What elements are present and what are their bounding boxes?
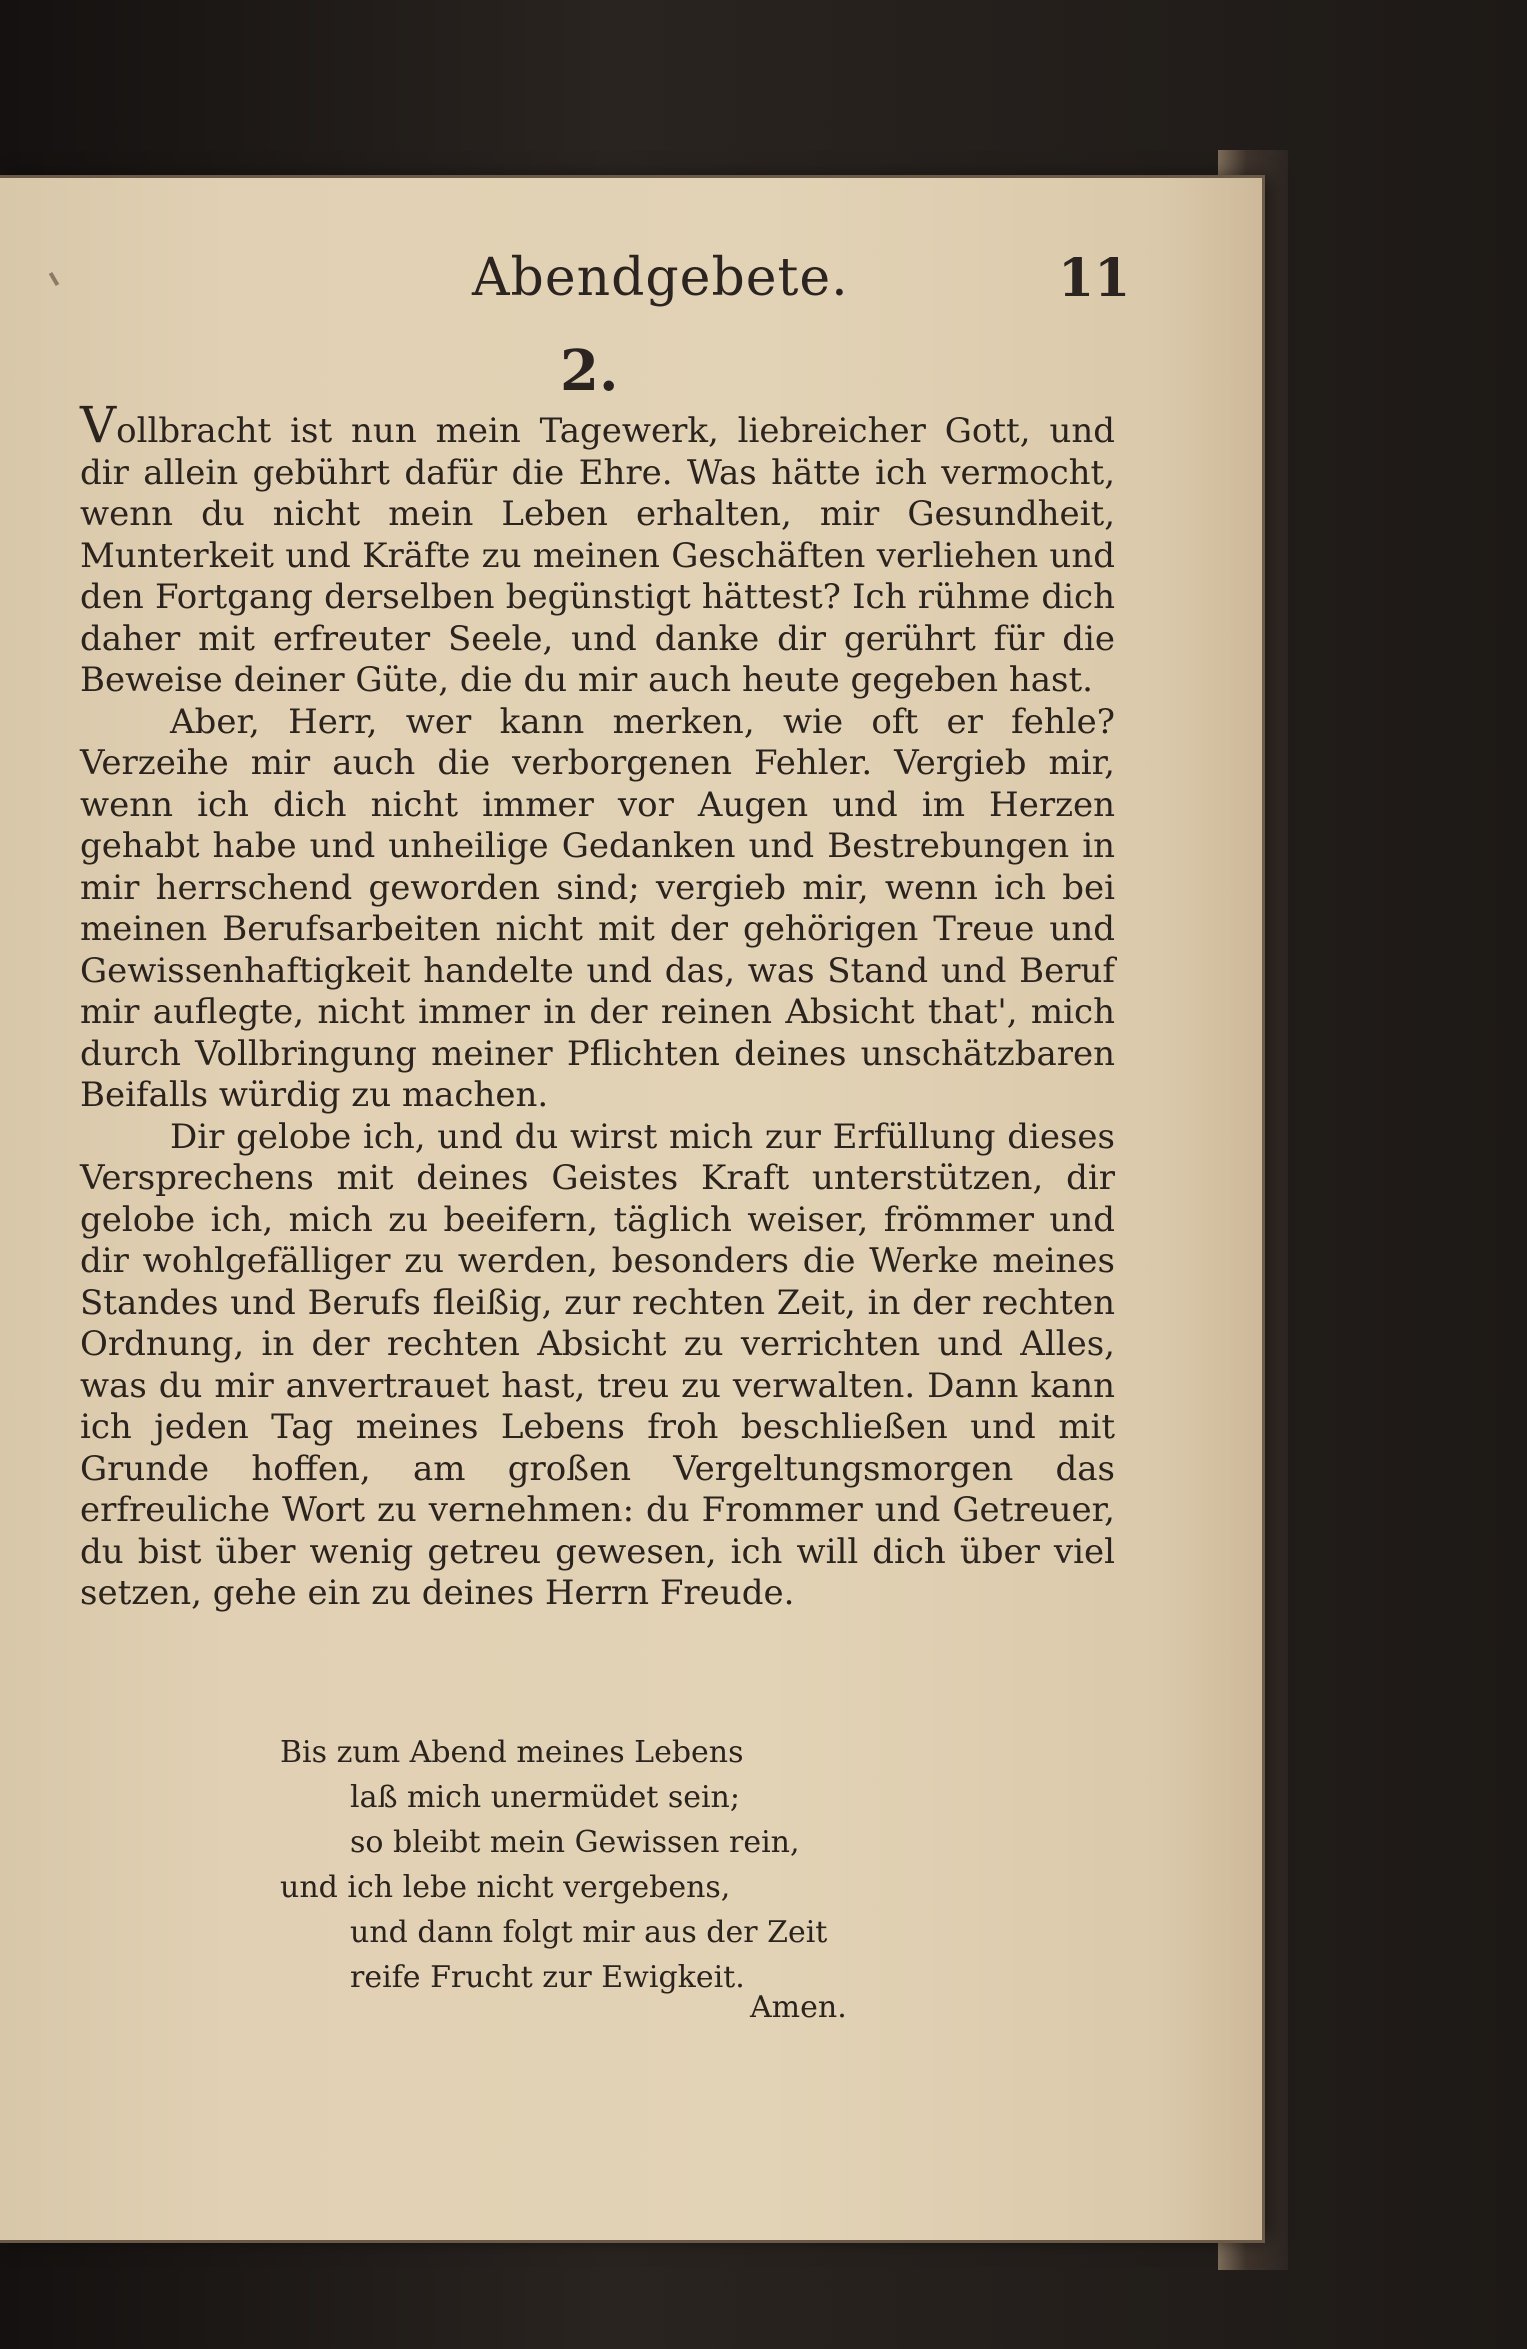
paragraph-2: Aber, Herr, wer kann merken, wie oft er fehle? Verzeihe mir auch die verborgenen Fehler. Vergieb mir, wenn ich dich nicht immer vor Augen und im Herzen gehabt habe und unheilige Gedanken und Bestrebungen in mir herrschend geworden sind; vergieb mir, wenn ich bei meinen Berufsarbeiten nicht mit der gehörigen Treue und Gewissenhaftigkeit handelte und das, was Stand und Beruf mir auflegte, nicht immer in der reinen Absicht that', mich durch Vollbringung meiner Pflichten deines unschätzbaren Beifalls würdig zu machen. bbox=[80, 701, 1115, 1115]
prayer-text bbox=[80, 396, 1115, 1615]
verse-line: so bleibt mein Gewissen rein, bbox=[350, 1825, 800, 1860]
initial-letter: V bbox=[80, 396, 117, 454]
paragraph-3: Dir gelobe ich, und du wirst mich zur Erfüllung dieses Versprechens mit deines Geistes Kraft unterstützen, dir gelobe ich, mich zu beeifern, täglich weiser, frömmer und dir wohlgefälliger zu werden, besonders die Werke meines Standes und Berufs fleißig, zur rechten Zeit, in der rechten Ordnung, in der rechten Absicht zu verrichten und Alles, was du mir anvertrauet hast, treu zu verwalten. Dann kann ich jeden Tag meines Lebens froh beschließen und mit Grunde hoffen, am großen Vergeltungsmorgen das erfreuliche Wort zu vernehmen: du Frommer und Getreuer, du bist über wenig getreu gewesen, ich will dich über viel setzen, gehe ein zu deines Herrn Freude. bbox=[80, 1116, 1115, 1613]
page-number: 11 bbox=[1058, 248, 1131, 309]
verse-line: Bis zum Abend meines Lebens bbox=[280, 1735, 744, 1770]
running-header bbox=[0, 248, 1262, 318]
verse-line: reife Frucht zur Ewigkeit. bbox=[350, 1960, 745, 1995]
paragraph-1 bbox=[80, 396, 1115, 702]
closing-verse bbox=[270, 1730, 1150, 2000]
paragraph-1-text: ollbracht ist nun mein Tagewerk, liebreicher Gott, und dir allein gebührt dafür die Ehre. Was hätte ich vermocht, wenn du nicht mein Leben erhalten, mir Gesundheit, Munterkeit und Kräfte zu meinen Geschäften verliehen und den Fortgang derselben begünstigt hättest? Ich rühme dich daher mit erfreuter Seele, und danke dir gerührt für die Beweise deiner Güte, die du mir auch heute gegeben hast. bbox=[80, 411, 1115, 700]
verse-line: laß mich unermüdet sein; bbox=[350, 1780, 740, 1815]
prayer-number: 2. bbox=[560, 338, 619, 404]
closing-amen: Amen. bbox=[750, 1990, 847, 2025]
verse-line: und dann folgt mir aus der Zeit bbox=[350, 1915, 828, 1950]
running-title: Abendgebete. bbox=[472, 248, 849, 308]
verse-line: und ich lebe nicht vergebens, bbox=[280, 1870, 731, 1905]
